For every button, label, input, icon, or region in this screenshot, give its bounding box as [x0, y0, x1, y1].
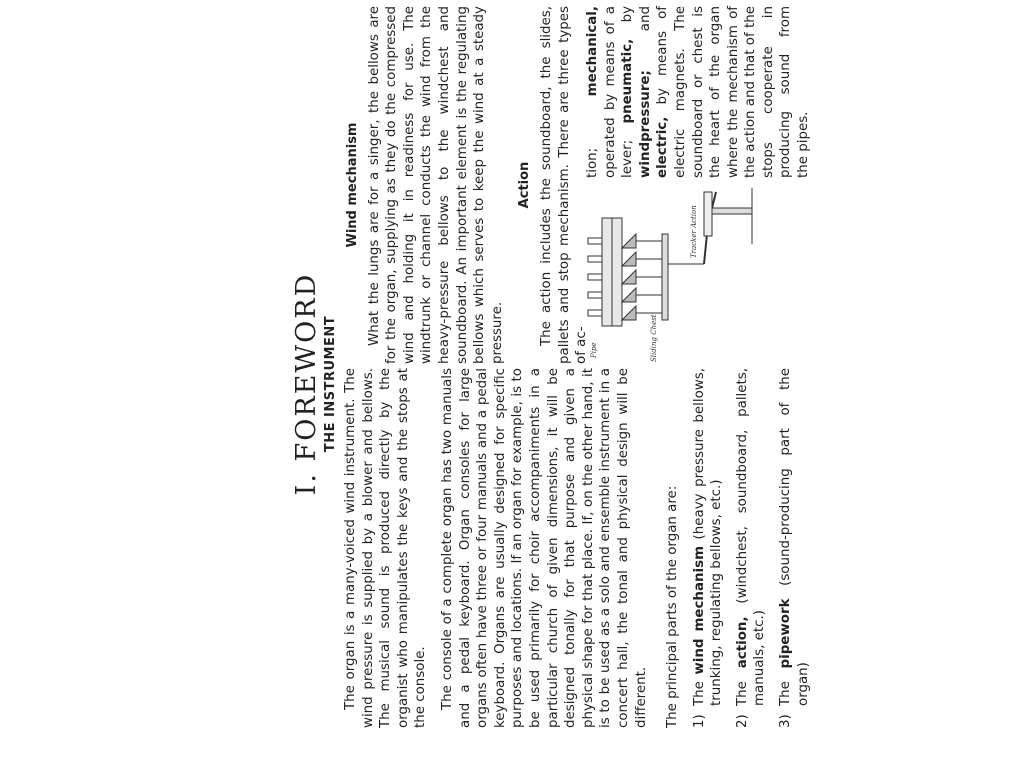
right-column — [342, 6, 812, 364]
action-text-run: tion; — [584, 96, 600, 178]
action-text-run: by — [620, 6, 636, 39]
list-item-prefix: The — [691, 674, 707, 706]
action-text-run: by means of electric magnets. The soundboard or chest is the heart of the organ where the mechanism of the action and that of the stops cooperate in producing sound from the pipes. — [655, 6, 812, 178]
list-item-number: 3) — [778, 714, 794, 728]
list-item-detail: (sound-producing part of the organ) — [778, 368, 811, 706]
left-column — [342, 368, 820, 728]
principal-parts-list — [691, 368, 813, 728]
action-section — [538, 6, 812, 364]
list-item-number: 2) — [734, 714, 750, 728]
action-intro-text: The action includes the soundboard, the slides, pallets and stop mechanism. There are three types of ac- — [538, 6, 590, 364]
list-item-prefix: The — [734, 668, 750, 706]
list-item — [777, 368, 812, 728]
action-text-term: windpressure; — [637, 70, 653, 178]
action-types-text — [584, 6, 813, 178]
section-title: THE INSTRUMENT — [323, 315, 338, 453]
intro-paragraph: The organ is a many-voiced wind instrument. The wind pressure is supplied by a blower and bellows. The musical sound is produced directly by the organist who manipulates the keys and the stops at the console. — [343, 368, 429, 728]
tracker-action-diagram — [584, 182, 764, 364]
diagram-label-slider: Sliding Chest — [649, 314, 658, 362]
action-text-run: operated by means of a lever; — [602, 6, 636, 178]
list-item-detail: (heavy pressure bellows, trunking, regulating bellows, etc.) — [691, 368, 725, 706]
console-paragraph: The console of a complete organ has two manuals and a pedal keyboard. Organ consoles for large organs often have three or four manuals and a pedal keyboard. Organs are usually designed for specific purposes and locations. If an organ for example, is to be used primarily for choir accompaniments in a particular church of given dimensions, it will be designed tonally for that purpose and given a physical shape for that place. If, on the other hand, it is to be used as a solo and ensemble instrument in a concert hall, the tonal and physical design will be different. — [439, 368, 649, 728]
wind-mechanism-heading: Wind mechanism — [345, 122, 360, 248]
action-text-run: and — [637, 6, 653, 71]
list-item-text — [734, 368, 769, 706]
action-text-term: pneumatic, — [620, 38, 636, 124]
principal-parts-lead: The principal parts of the organ are: — [665, 485, 681, 728]
chapter-title: I. FOREWORD — [291, 272, 322, 496]
list-item-text — [691, 368, 726, 706]
list-item-number: 1) — [691, 714, 707, 728]
pallet-row — [622, 234, 636, 320]
action-text-term: mechanical, — [584, 6, 600, 97]
diagram-label-pipe: Pipe — [589, 342, 598, 358]
list-item-term: action, — [734, 616, 750, 669]
diagram-label-tracker: Tracker Action — [689, 205, 698, 258]
pipe-row — [588, 238, 602, 316]
list-item — [734, 368, 769, 728]
list-item — [691, 368, 726, 728]
list-item-prefix: The — [778, 668, 794, 706]
action-text-term: electric, — [655, 116, 671, 178]
wind-mechanism-paragraph: What the lungs are for a singer, the bellows are for the organ, supplying as they do the compressed wind and holding it in readiness for use. The windtrunk or channel conducts the wind from the heavy-pressure bellows to the windchest and soundboard. An important element is the regulating bellows which serves to keep the wind at a steady pressure. — [366, 6, 505, 364]
list-item-text — [777, 368, 812, 706]
action-heading: Action — [517, 161, 533, 209]
list-item-term: pipework — [778, 598, 794, 669]
list-item-detail: (windchest, soundboard, pallets, manuals, etc.) — [734, 368, 768, 706]
list-item-term: wind mechanism — [691, 545, 707, 675]
